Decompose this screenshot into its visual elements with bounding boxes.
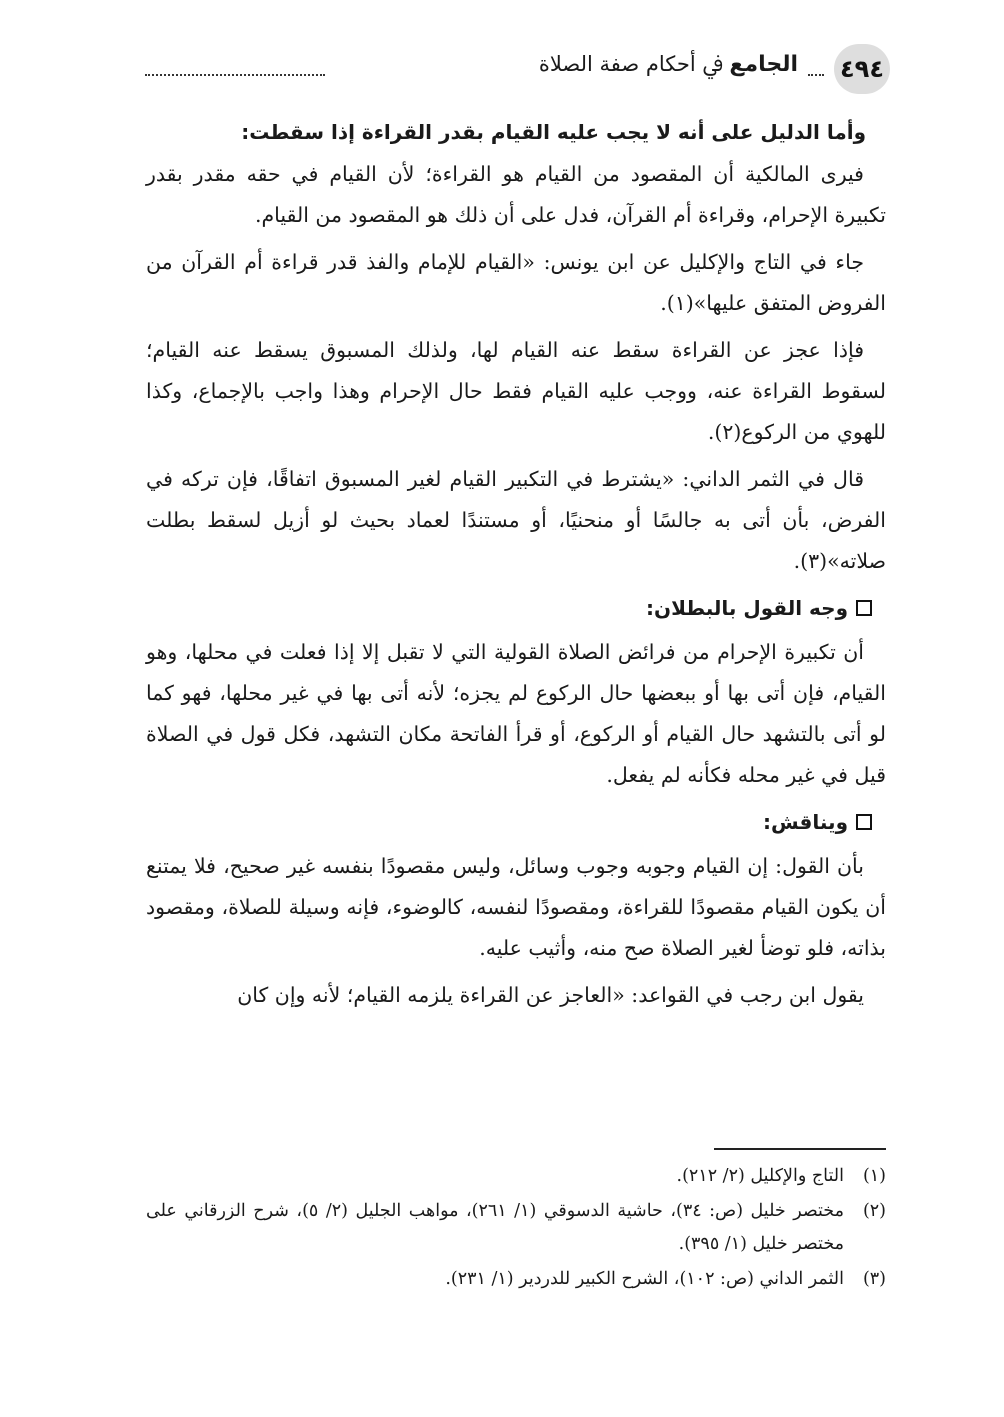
paragraph: يقول ابن رجب في القواعد: «العاجز عن القراءة يلزمه القيام؛ لأنه وإن كان (237, 983, 864, 1007)
book-title-main: الجامع (729, 52, 798, 77)
footnote-separator (714, 1148, 886, 1150)
footnotes (146, 1160, 886, 1298)
square-bullet-icon (856, 814, 872, 830)
footnote-number: (٢) (862, 1201, 886, 1221)
book-title (539, 52, 798, 77)
page-number: ٤٩٤ (840, 55, 884, 83)
header-dotted-leader-left (145, 74, 325, 76)
footnote-text: مختصر خليل (ص: ٣٤)، حاشية الدسوقي (١/ ٢٦١)، مواهب الجليل (٢/ ٥)، شرح الزرقاني على مختصر خليل (١/ ٣٩٥). (146, 1201, 844, 1254)
footnote-number: (٣) (862, 1269, 886, 1289)
book-title-rest: ﰲ أحكام صفة الصلاة (538, 52, 730, 76)
paragraph: جاء في التاج والإكليل عن ابن يونس: «القيام للإمام والفذ قدر قراءة أم القرآن من الفروض المتفق عليها»(١). (146, 250, 886, 315)
footnote-text: الثمر الداني (ص: ١٠٢)، الشرح الكبير للدردير (١/ ٢٣١). (445, 1269, 844, 1289)
running-header (145, 44, 890, 94)
footnote (146, 1195, 886, 1261)
square-bullet-icon (856, 600, 872, 616)
paragraph: أن تكبيرة الإحرام من فرائض الصلاة القولية التي لا تقبل إلا إذا فعلت في محلها، وهو القيام، فإن أتى بها أو ببعضها حال الركوع لم يجزه؛ لأنه أتى بها في غير محلها، فهو كما لو أتى بالتشهد حال القيام أو الركوع، أو قرأ الفاتحة مكان التشهد، فكل قول في الصلاة قيل في غير محله فكأنه لم يفعل. (146, 640, 886, 787)
page-number-badge (834, 44, 890, 94)
footnote (146, 1263, 886, 1296)
header-dotted-leader-right (808, 74, 824, 76)
footnote-number: (١) (862, 1166, 886, 1186)
paragraph: قال في الثمر الداني: «يشترط في التكبير القيام لغير المسبوق اتفاقًا، فإن تركه في الفرض، بأن أتى به جالسًا أو منحنيًا، أو مستندًا لعماد بحيث لو أزيل لسقط بطلت صلاته»(٣). (146, 467, 886, 573)
section-heading (146, 588, 886, 628)
paragraph: فإذا عجز عن القراءة سقط عنه القيام لها، ولذلك المسبوق يسقط عنه القيام؛ لسقوط القراءة عنه، ووجب عليه القيام فقط حال الإحرام وهذا واجب بالإجماع، وكذا للهوي من الركوع(٢). (146, 338, 886, 444)
footnote-text: التاج والإكليل (٢/ ٢١٢). (676, 1166, 844, 1186)
section-heading (146, 802, 886, 842)
paragraph: بأن القول: إن القيام وجوبه وجوب وسائل، وليس مقصودًا بنفسه غير صحيح، فلا يمتنع أن يكون القيام مقصودًا للقراءة، ومقصودًا لنفسه، كالوضوء، فإنه وسيلة للصلاة، ومقصود بذاته، فلو توضأ لغير الصلاة صح منه، وأثيب عليه. (146, 854, 886, 960)
section-heading-text: ويناقش: (763, 810, 848, 834)
main-text (146, 112, 886, 1022)
bold-paragraph: وأما الدليل على أنه لا يجب عليه القيام بقدر القراءة إذا سقطت: (241, 120, 866, 144)
footnote (146, 1160, 886, 1193)
section-heading-text: وجه القول بالبطلان: (646, 596, 848, 620)
paragraph: فيرى المالكية أن المقصود من القيام هو القراءة؛ لأن القيام في حقه مقدر بقدر تكبيرة الإحرام، وقراءة أم القرآن، فدل على أن ذلك هو المقصود من القيام. (146, 162, 886, 227)
